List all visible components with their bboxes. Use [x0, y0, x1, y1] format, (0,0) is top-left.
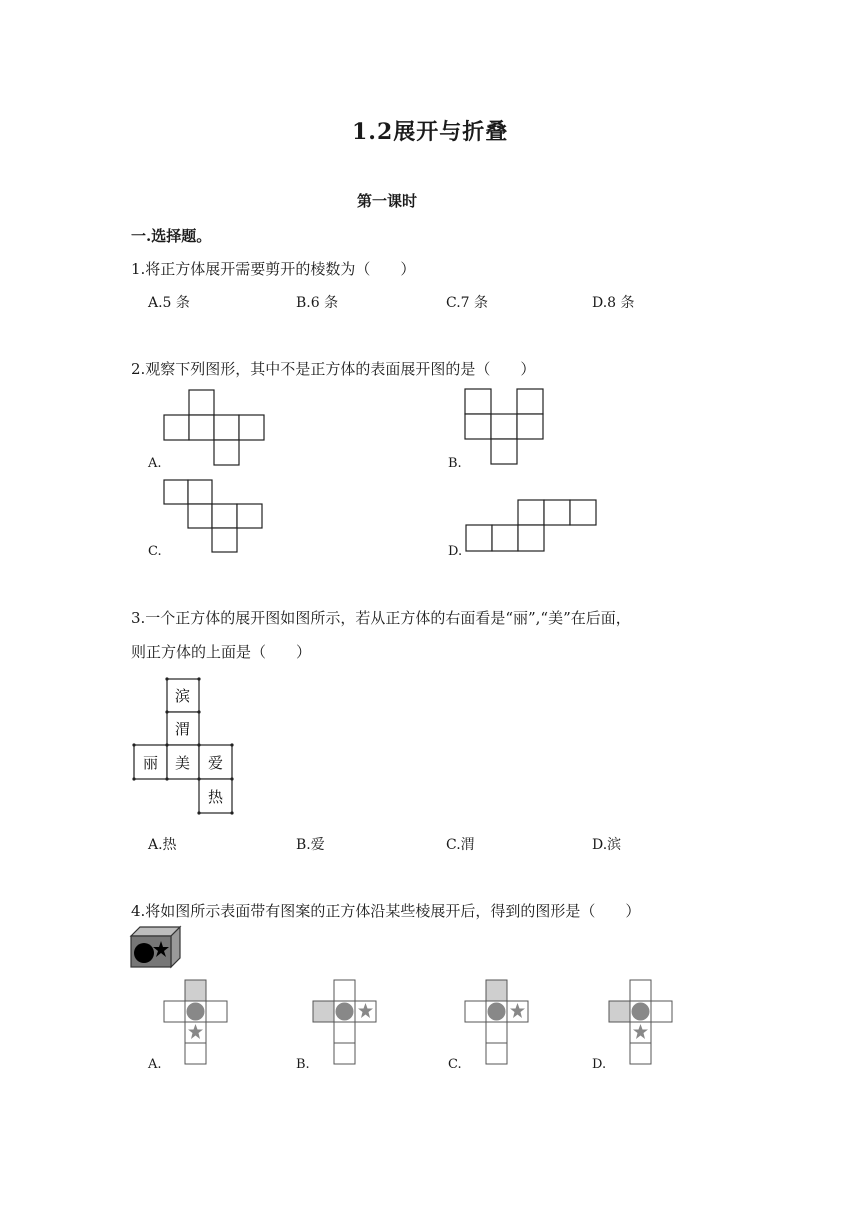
q2-label-a: A. [148, 456, 162, 471]
q3-cube-net [133, 678, 237, 816]
lesson-subtitle: 第一课时 [357, 192, 418, 210]
q1-option-a[interactable]: A.5 条 [148, 295, 190, 311]
circle-icon [134, 943, 154, 963]
section-heading: 一.选择题。 [131, 227, 212, 245]
q4-net-d[interactable] [609, 979, 679, 1069]
question-1-text: 1.将正方体展开需要剪开的棱数为（ ） [131, 260, 416, 278]
net-char-bin: 滨 [175, 687, 191, 705]
net-char-li: 丽 [143, 754, 159, 772]
circle-icon [632, 1003, 650, 1021]
net-char-ai: 爱 [208, 754, 224, 772]
q4-net-c[interactable] [464, 979, 540, 1069]
question-2-text: 2.观察下列图形，其中不是正方体的表面展开图的是（ ） [131, 360, 536, 378]
q2-label-b: B. [448, 456, 462, 471]
q4-label-b: B. [296, 1057, 310, 1072]
q4-net-b[interactable] [312, 979, 388, 1069]
q2-net-c[interactable] [164, 479, 266, 555]
q1-option-b[interactable]: B.6 条 [296, 295, 339, 311]
circle-icon [187, 1003, 205, 1021]
q4-label-c: C. [448, 1057, 462, 1072]
q1-option-d[interactable]: D.8 条 [592, 295, 635, 311]
circle-icon [488, 1003, 506, 1021]
question-3-line-1: 3.一个正方体的展开图如图所示，若从正方体的右面看是“丽”,“美”在后面， [131, 609, 631, 627]
q2-net-b[interactable] [465, 388, 545, 466]
q2-net-a[interactable] [164, 389, 266, 467]
q2-label-c: C. [148, 544, 162, 559]
q2-label-d: D. [448, 544, 463, 559]
q3-option-a[interactable]: A.热 [148, 837, 177, 853]
q3-option-d[interactable]: D.滨 [592, 837, 622, 853]
q3-option-b[interactable]: B.爱 [296, 837, 325, 853]
net-char-wei: 渭 [175, 720, 191, 738]
q4-net-a[interactable] [164, 979, 234, 1069]
q2-net-d[interactable] [465, 499, 601, 555]
net-char-re: 热 [208, 788, 224, 806]
net-char-mei: 美 [175, 754, 191, 772]
q1-option-c[interactable]: C.7 条 [446, 295, 489, 311]
question-4-text: 4.将如图所示表面带有图案的正方体沿某些棱展开后，得到的图形是（ ） [131, 902, 641, 920]
page-title: 1.2展开与折叠 [352, 119, 509, 145]
q3-option-c[interactable]: C.渭 [446, 837, 475, 853]
circle-icon [336, 1003, 354, 1021]
q4-label-a: A. [148, 1057, 162, 1072]
q4-label-d: D. [592, 1057, 607, 1072]
q4-patterned-cube [130, 926, 182, 968]
question-3-line-2: 则正方体的上面是（ ） [131, 643, 312, 661]
